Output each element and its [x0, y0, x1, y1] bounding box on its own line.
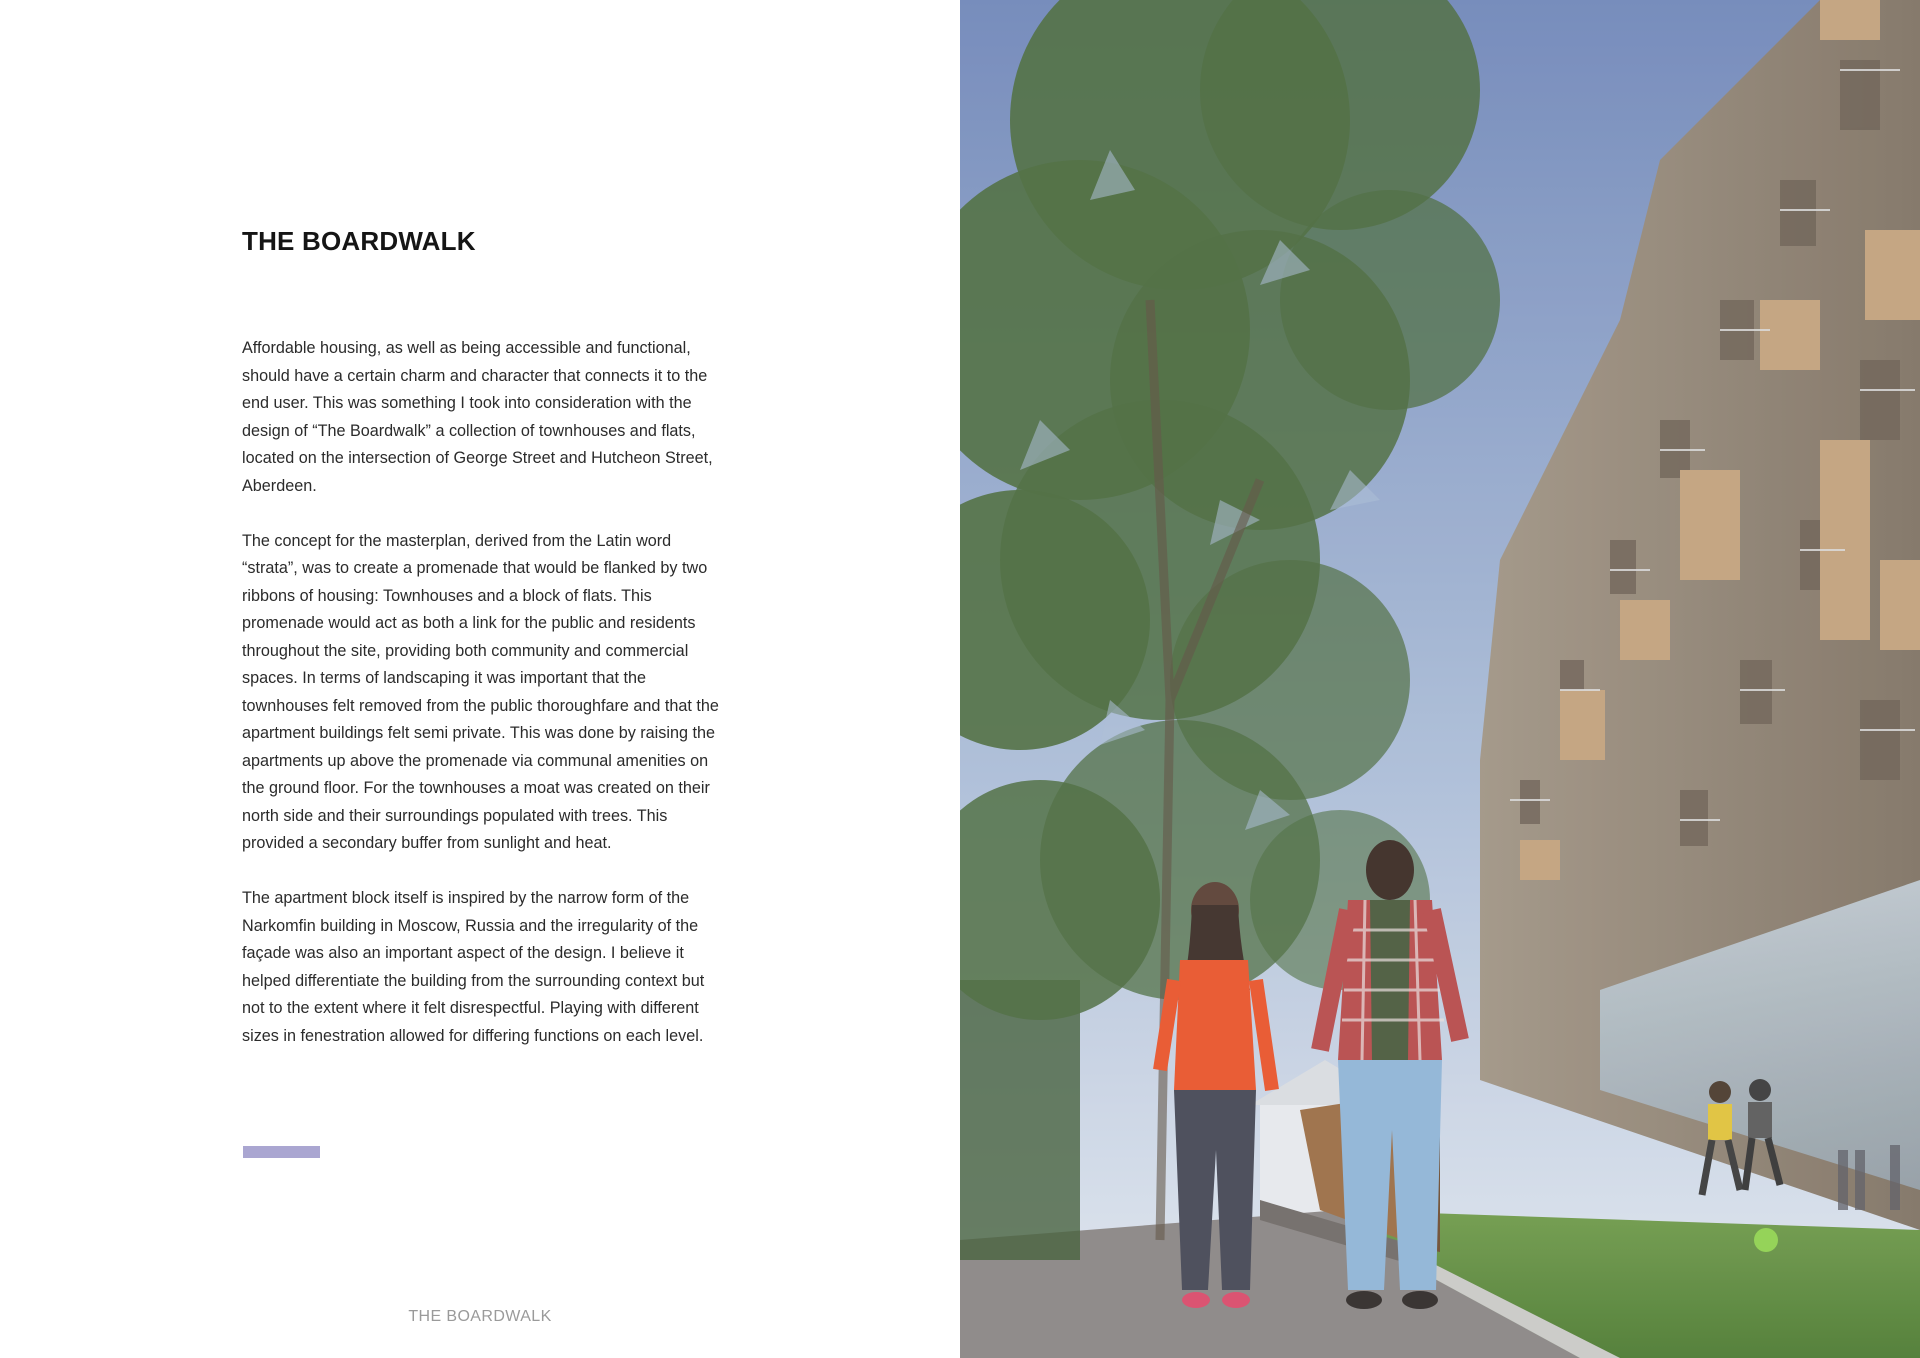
architectural-render	[960, 0, 1920, 1358]
render-illustration	[960, 0, 1920, 1358]
page-title: THE BOARDWALK	[242, 226, 476, 256]
paragraph-apartment-block: The apartment block itself is inspired by the narrow form of the Narkomfin building in Moscow, Russia and the irregularity of the façade was also an important aspect of the design. I believe it helped differentiate the building from the surrounding context but not to the extent where it felt disrespectful. Playing with different sizes in fenestration allowed for differing functions on each level.	[242, 889, 705, 1045]
accent-bar	[243, 1146, 320, 1158]
body-text	[242, 335, 722, 1078]
paragraph-intro: Affordable housing, as well as being accessible and functional, should have a certain charm and character that connects it to the end user. This was something I took into consideration with the design of “The Boardwalk” a collection of townhouses and flats, located on the intersection of George Street and Hutcheon Street, Aberdeen.	[242, 339, 713, 495]
paragraph-masterplan: The concept for the masterplan, derived from the Latin word “strata”, was to create a promenade that would be flanked by two ribbons of housing: Townhouses and a block of flats. This promenade would act as both a link for the public and residents throughout the site, providing both community and commercial spaces. In terms of landscaping it was important that the townhouses felt removed from the public thoroughfare and that the apartment buildings felt semi private. This was done by raising the apartments up above the promenade via communal amenities on the ground floor. For the townhouses a moat was created on their north side and their surroundings populated with trees. This provided a secondary buffer from sunlight and heat.	[242, 531, 719, 852]
running-footer: THE BOARDWALK	[408, 1308, 552, 1325]
